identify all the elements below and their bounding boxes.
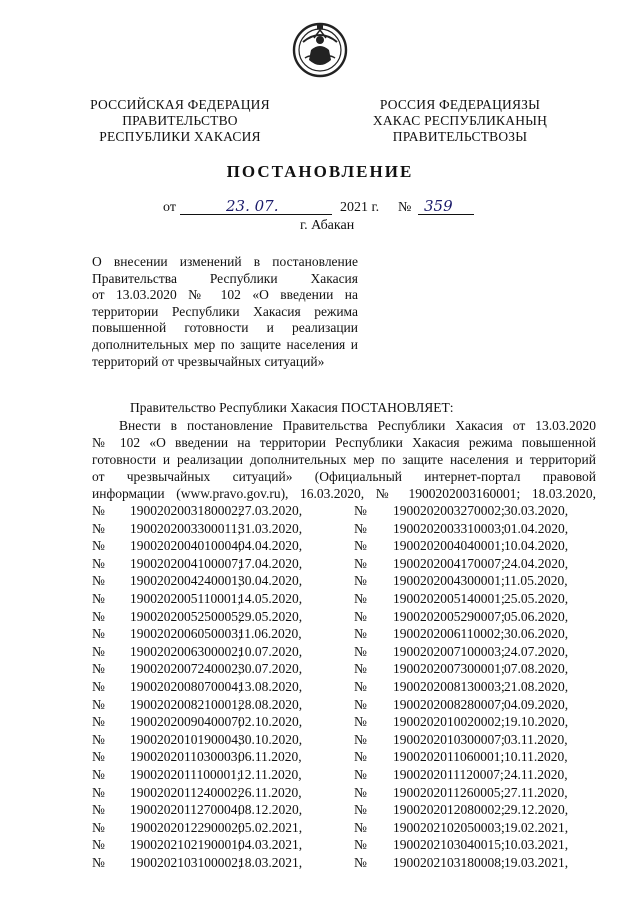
- number-sign: №: [92, 784, 105, 800]
- registration-number: 1900202004240001;: [130, 573, 242, 589]
- publication-date: 30.06.2020,: [504, 626, 569, 642]
- registration-number: 1900202102190001;: [130, 837, 242, 853]
- subject-line: Правительства Республики Хакасия: [92, 270, 358, 286]
- publication-date: 05.06.2020,: [504, 608, 569, 624]
- publication-date: 14.05.2020,: [238, 591, 303, 606]
- registration-number: 1900202007300001;: [393, 661, 505, 677]
- number-sign: №: [92, 855, 105, 870]
- number-sign: №: [92, 714, 105, 730]
- publication-date: 27.11.2020,: [504, 784, 568, 800]
- header-right-block: [360, 97, 560, 145]
- publication-date: 24.11.2020,: [504, 767, 568, 782]
- publication-date: 19.02.2021,: [504, 819, 569, 835]
- registration-number: 1900202012290002;: [130, 819, 242, 835]
- publication-date: 04.03.2021,: [238, 837, 303, 853]
- registration-number: 1900202008130003;: [393, 679, 505, 694]
- number-sign: №: [354, 555, 367, 571]
- publication-date: 10.04.2020,: [504, 538, 569, 554]
- publication-date: 01.04.2020,: [504, 520, 569, 536]
- publication-date: 11.06.2020,: [238, 626, 302, 642]
- number-sign: №: [354, 520, 367, 536]
- registration-number: 1900202011120007;: [393, 767, 504, 782]
- resolution-intro: Правительство Республики Хакасия ПОСТАНОВЛЯЕТ:: [130, 400, 454, 415]
- publication-date: 26.11.2020,: [238, 784, 302, 800]
- number-sign: №: [354, 714, 367, 730]
- body-line: готовности и реализации дополнительных мер по защите населения и территорий: [92, 452, 596, 467]
- number-sign: №: [398, 200, 412, 215]
- number-sign: №: [354, 855, 367, 870]
- registration-number: 1900202004100007;: [130, 555, 242, 571]
- subject-line: О внесении изменений в постановление: [92, 254, 358, 269]
- registration-number: 1900202011030003;: [130, 749, 242, 765]
- number-sign: №: [92, 643, 105, 659]
- number-sign: №: [354, 643, 367, 659]
- registration-number: 1900202005140001;: [393, 591, 505, 606]
- number-sign: №: [92, 731, 105, 747]
- publication-date: 07.08.2020,: [504, 661, 569, 677]
- subject-line: от 13.03.2020 № 102 «О введении на: [92, 287, 358, 303]
- publication-date: 21.08.2020,: [504, 679, 569, 694]
- registration-number: 1900202008070004;: [130, 679, 242, 694]
- publication-date: 04.04.2020,: [238, 538, 303, 554]
- publication-date: 12.11.2020,: [238, 767, 302, 782]
- publication-date: 27.03.2020,: [238, 503, 303, 518]
- date-line: [0, 197, 640, 218]
- publication-date: 11.05.2020,: [504, 573, 568, 589]
- registration-number: 1900202005110001;: [130, 591, 242, 606]
- publication-date: 29.12.2020,: [504, 802, 569, 818]
- handwritten-number: 359: [424, 197, 453, 215]
- registration-number: 1900202011270004;: [130, 802, 242, 818]
- number-sign: №: [92, 608, 105, 624]
- registration-number: 1900202004010004;: [130, 538, 242, 554]
- registration-number: 1900202003270002;: [393, 503, 505, 518]
- number-sign: №: [92, 837, 105, 853]
- registration-number: 1900202009040007;: [130, 714, 242, 730]
- registration-number: 1900202008280007;: [393, 696, 505, 712]
- coat-of-arms-emblem: [291, 20, 349, 78]
- publication-date: 17.04.2020,: [238, 555, 303, 571]
- subject-block: [92, 254, 358, 370]
- number-sign: №: [354, 591, 367, 606]
- number-sign: №: [92, 573, 105, 589]
- number-sign: №: [92, 679, 105, 694]
- header-right-line: РОССИЯ ФЕДЕРАЦИЯЗЫ: [379, 97, 541, 112]
- header-left-line: РОССИЙСКАЯ ФЕДЕРАЦИЯ: [90, 97, 270, 112]
- number-sign: №: [354, 503, 367, 518]
- city-name: г. Абакан: [300, 218, 355, 233]
- publication-date: 30.04.2020,: [238, 573, 303, 589]
- registration-number: 1900202010190004;: [130, 731, 242, 747]
- subject-line: территорий от чрезвычайных ситуаций»: [92, 353, 325, 369]
- publication-date: 18.03.2021,: [238, 855, 303, 870]
- registration-number: 1900202103040015;: [393, 837, 505, 853]
- publication-date: 24.07.2020,: [504, 643, 569, 659]
- header-left-line: ПРАВИТЕЛЬСТВО: [122, 113, 238, 128]
- number-sign: №: [92, 767, 105, 782]
- registration-number: 1900202004040001;: [393, 538, 505, 554]
- registration-number: 1900202103180008;: [393, 855, 505, 870]
- publication-date: 06.11.2020,: [238, 749, 302, 765]
- header-left-line: РЕСПУБЛИКИ ХАКАСИЯ: [99, 129, 261, 144]
- publication-date: 30.07.2020,: [238, 661, 303, 677]
- number-sign: №: [92, 661, 105, 677]
- number-sign: №: [92, 591, 105, 606]
- number-sign: №: [354, 819, 367, 835]
- number-sign: №: [354, 696, 367, 712]
- body-line: № 102 «О введении на территории Республики Хакасия режима повышенной: [92, 435, 596, 450]
- publication-date: 31.03.2020,: [238, 520, 303, 536]
- publication-date: 19.10.2020,: [504, 714, 569, 730]
- registration-number: 1900202006050003;: [130, 626, 242, 642]
- publication-date: 10.07.2020,: [238, 643, 303, 659]
- number-sign: №: [354, 749, 367, 765]
- publication-date: 03.11.2020,: [504, 731, 568, 747]
- publication-date: 10.11.2020,: [504, 749, 568, 765]
- publication-date: 04.09.2020,: [504, 696, 569, 712]
- publication-date: 30.10.2020,: [238, 731, 303, 747]
- number-sign: №: [354, 731, 367, 747]
- publication-date: 13.08.2020,: [238, 679, 303, 694]
- subject-line: повышенной готовности и реализации: [92, 320, 358, 336]
- registration-number: 1900202005290007;: [393, 608, 505, 624]
- registration-number: 1900202003310003;: [393, 520, 505, 536]
- registration-number: 1900202004300001;: [393, 573, 505, 589]
- number-sign: №: [92, 696, 105, 712]
- number-sign: №: [92, 802, 105, 818]
- date-prefix: от: [163, 200, 176, 215]
- registration-number: 1900202011100001;: [130, 767, 241, 782]
- number-sign: №: [354, 767, 367, 782]
- body-line: информации (www.pravo.gov.ru), 16.03.2020, № 1900202003160001; 18.03.2020,: [92, 486, 596, 501]
- number-sign: №: [354, 784, 367, 800]
- number-sign: №: [354, 538, 367, 554]
- registration-number: 1900202008210001;: [130, 696, 242, 712]
- registration-number: 1900202011260005;: [393, 784, 505, 800]
- registration-number: 1900202103100002;: [130, 855, 242, 870]
- publication-date: 28.08.2020,: [238, 696, 303, 712]
- date-year: 2021 г.: [340, 200, 380, 215]
- registration-number: 1900202011060001;: [393, 749, 505, 765]
- subject-line: территории Республики Хакасия режима: [92, 303, 358, 319]
- registration-number: 1900202010300007;: [393, 731, 505, 747]
- publication-date: 02.10.2020,: [238, 714, 303, 730]
- number-sign: №: [354, 837, 367, 853]
- registration-number: 1900202010020002;: [393, 714, 505, 730]
- subject-line: дополнительных мер по защите населения и: [92, 336, 358, 352]
- registration-number: 1900202003300011;: [130, 520, 242, 536]
- registration-number: 1900202006110002;: [393, 626, 505, 642]
- number-sign: №: [354, 608, 367, 624]
- publication-date: 08.12.2020,: [238, 802, 303, 818]
- publication-date: 05.02.2021,: [238, 819, 303, 835]
- registration-number: 1900202007100003;: [393, 643, 505, 659]
- number-sign: №: [354, 626, 367, 642]
- registration-number: 1900202003180002;: [130, 503, 242, 518]
- number-sign: №: [92, 749, 105, 765]
- publication-date: 25.05.2020,: [504, 591, 569, 606]
- number-sign: №: [92, 503, 105, 518]
- number-sign: №: [354, 802, 367, 818]
- number-sign: №: [92, 819, 105, 835]
- number-sign: №: [92, 538, 105, 554]
- registration-number: 1900202004170007;: [393, 555, 505, 571]
- registration-number: 1900202102050003;: [393, 819, 505, 835]
- body-line: от чрезвычайных ситуаций» (Официальный интернет-портал правовой: [92, 469, 596, 484]
- number-sign: №: [92, 626, 105, 642]
- publication-date: 29.05.2020,: [238, 608, 303, 624]
- header-left-block: [75, 97, 285, 145]
- publication-date: 24.04.2020,: [504, 555, 569, 571]
- number-sign: №: [354, 573, 367, 589]
- registration-number: 1900202006300002;: [130, 643, 242, 659]
- number-sign: №: [354, 679, 367, 694]
- handwritten-date: 23. 07.: [226, 197, 279, 215]
- registration-number: 1900202011240002;: [130, 784, 242, 800]
- publication-date: 10.03.2021,: [504, 837, 569, 853]
- body-line: Внести в постановление Правительства Республики Хакасия от 13.03.2020: [119, 418, 596, 433]
- document-title: ПОСТАНОВЛЕНИЕ: [226, 162, 414, 181]
- number-sign: №: [92, 520, 105, 536]
- publication-date: 30.03.2020,: [504, 503, 569, 518]
- publication-date: 19.03.2021,: [504, 855, 569, 870]
- number-sign: №: [354, 661, 367, 677]
- registration-number: 1900202007240002;: [130, 661, 242, 677]
- number-sign: №: [92, 555, 105, 571]
- header-right-line: ХАКАС РЕСПУБЛИКАНЫҢ: [372, 113, 548, 128]
- header-right-line: ПРАВИТЕЛЬСТВОЗЫ: [392, 129, 528, 144]
- registration-number: 1900202005250005;: [130, 608, 242, 624]
- registration-number: 1900202012080002;: [393, 802, 505, 818]
